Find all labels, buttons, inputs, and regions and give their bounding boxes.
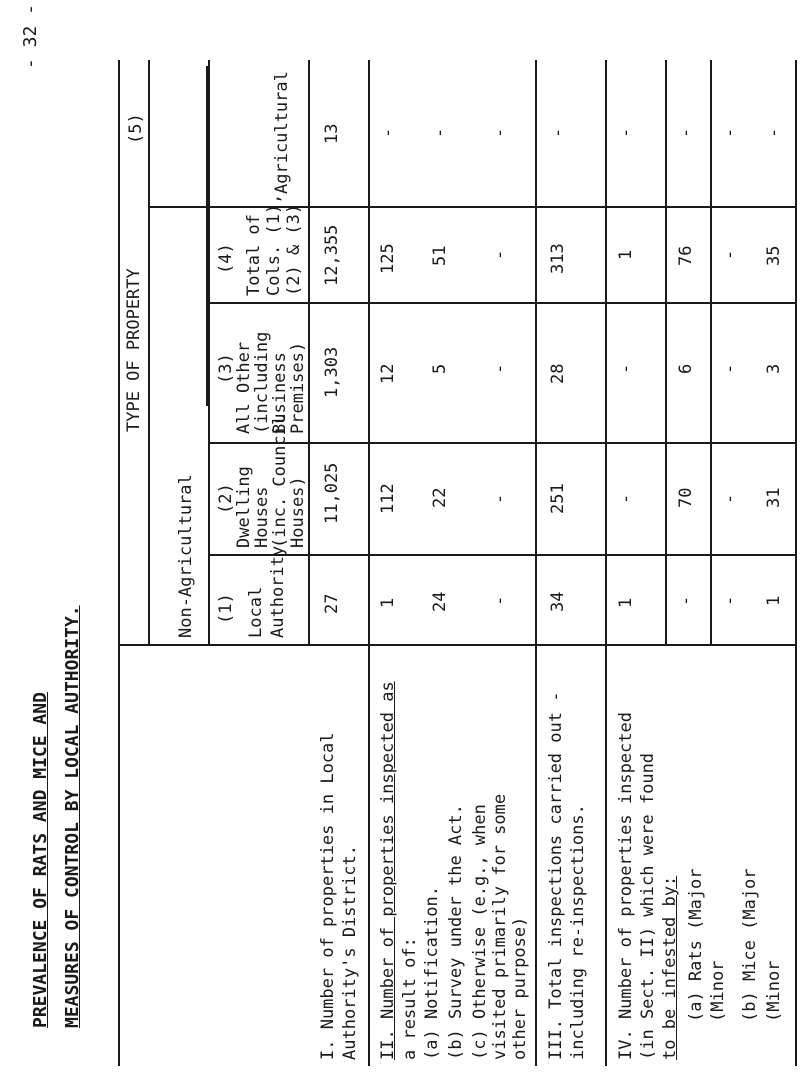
col4-line2: Cols. (1),: [264, 193, 284, 296]
header-non-agricultural: Non-Agricultural: [176, 474, 196, 638]
row1-col3: 1,303: [322, 346, 342, 398]
col3-line2: (including: [252, 331, 272, 434]
title-line-2: MEASURES OF CONTROL BY LOCAL AUTHORITY.: [62, 605, 83, 1028]
row2b-col3: 5: [430, 363, 450, 374]
row4-label-2: (in Sect. II) which were found: [638, 752, 658, 1060]
row2a-col3: 12: [378, 363, 398, 384]
col2-line2: Houses: [252, 486, 272, 548]
col2-num: (2): [216, 483, 236, 514]
col2-line3: (inc. Council: [270, 414, 290, 548]
row2b-col4: 51: [430, 245, 450, 266]
row4b-major-col1: -: [720, 595, 740, 606]
table-bottom-border: [795, 60, 797, 1066]
col1-line1: Local: [246, 586, 266, 638]
row2c-label-2: visited primarily for some: [490, 793, 510, 1060]
row4b-major-col5: -: [720, 127, 740, 138]
row2a-col2: 112: [378, 483, 398, 514]
header-rule-nonagri-right: [206, 66, 208, 406]
table-top-border: [118, 60, 120, 1066]
col5-line1: Agricultural: [272, 71, 292, 194]
row4b-minor-col3: 3: [764, 363, 784, 374]
row4a-minor-col4: 76: [676, 245, 696, 266]
row1-col2: 11,025: [322, 462, 342, 524]
row4b-major-col2: -: [720, 493, 740, 504]
row4a-minor-col1: -: [676, 595, 696, 606]
row2c-col3: -: [490, 363, 510, 374]
row3-col4: 313: [548, 243, 568, 274]
row2a-col5: -: [378, 127, 398, 138]
col3-line1: All Other: [234, 341, 254, 434]
row2b-col1: 24: [430, 591, 450, 612]
col-divider-2: [208, 442, 795, 444]
row2a-col4: 125: [378, 243, 398, 274]
col3-num: (3): [216, 353, 236, 384]
row4b-major-col4: -: [720, 249, 740, 260]
title-line-1: PREVALENCE OF RATS AND MICE AND: [30, 692, 51, 1028]
row4b-minor-col1: 1: [764, 595, 784, 606]
col3-line4: Premises): [288, 341, 308, 434]
row4a-major-col4: 1: [616, 249, 636, 260]
row4a-major-col2: -: [616, 493, 636, 504]
row4a-major-col5: -: [616, 127, 636, 138]
row4a-minor-col2: 70: [676, 487, 696, 508]
row1-label-1: I. Number of properties in Local: [318, 732, 338, 1060]
row2c-label-3: other purpose): [510, 916, 530, 1060]
col2-line1: Dwelling: [234, 466, 254, 548]
col4-line1: Total of: [244, 214, 264, 296]
row-divider-4b: [710, 60, 712, 646]
row-divider-1: [368, 60, 370, 1066]
row-divider-3: [605, 60, 607, 1066]
row2-label-1: II. Number of properties inspected as: [378, 681, 398, 1060]
row3-col5: -: [548, 127, 568, 138]
header-type-of-property: TYPE OF PROPERTY: [124, 268, 144, 432]
row-divider-4a: [665, 60, 667, 646]
col-divider-4: [148, 206, 795, 208]
row2c-label-1: (c) Otherwise (e.g., when: [470, 804, 490, 1060]
row2c-col1: -: [490, 595, 510, 606]
row4a-major-col1: 1: [616, 597, 636, 608]
col1-line2: Authority: [268, 545, 288, 638]
row1-col1: 27: [322, 593, 342, 614]
row-divider-2: [535, 60, 537, 1066]
col2-line4: Houses): [288, 476, 308, 548]
row2c-col5: -: [490, 127, 510, 138]
row4b-minor-col2: 31: [764, 487, 784, 508]
row2c-col2: -: [490, 493, 510, 504]
row4a-major-label: (a) Rats (Major: [686, 868, 706, 1022]
row2-label-2: a result of:: [400, 937, 420, 1060]
header-rule-nonagri: [208, 60, 210, 646]
row-divider-header: [308, 60, 310, 646]
row2b-col2: 22: [430, 487, 450, 508]
header-rule-type: [148, 60, 150, 646]
row2c-col4: -: [490, 249, 510, 260]
row2a-col1: 1: [378, 597, 398, 608]
row1-col5: 13: [322, 123, 342, 144]
col3-line3: Business: [270, 352, 290, 434]
row1-label-2: Authority's District.: [340, 845, 360, 1060]
row3-label-2: including re-inspections.: [568, 804, 588, 1060]
row4b-major-label: (b) Mice (Major: [740, 868, 760, 1022]
col4-line3: (2) & (3): [284, 203, 304, 296]
row4a-minor-col3: 6: [676, 363, 696, 374]
col1-num: (1): [216, 593, 236, 624]
row3-col2: 251: [548, 483, 568, 514]
row4a-major-col3: -: [616, 363, 636, 374]
row3-col1: 34: [548, 591, 568, 612]
col5-num: (5): [126, 113, 146, 144]
row4b-minor-label: (Minor: [764, 960, 784, 1022]
row4a-minor-col5: -: [676, 127, 696, 138]
row4-label-3: to be infested by:: [660, 875, 680, 1060]
row4b-minor-col4: 35: [764, 245, 784, 266]
row2a-label: (a) Notification.: [422, 886, 442, 1060]
row2b-col5: -: [430, 127, 450, 138]
row2b-label: (b) Survey under the Act.: [446, 804, 466, 1060]
row1-col4: 12,355: [322, 224, 342, 286]
row4b-minor-col5: -: [764, 127, 784, 138]
col4-num: (4): [216, 243, 236, 274]
col-divider-3: [208, 302, 795, 304]
row3-col3: 28: [548, 363, 568, 384]
col-divider-1: [208, 554, 795, 556]
row3-label-1: III. Total inspections carried out -: [546, 691, 566, 1060]
row4-label-1: IV. Number of properties inspected: [616, 712, 636, 1060]
page-number: - 32 -: [20, 3, 41, 69]
row4a-minor-label: (Minor: [708, 960, 728, 1022]
row4b-major-col3: -: [720, 363, 740, 374]
col-divider-label: [118, 644, 795, 646]
